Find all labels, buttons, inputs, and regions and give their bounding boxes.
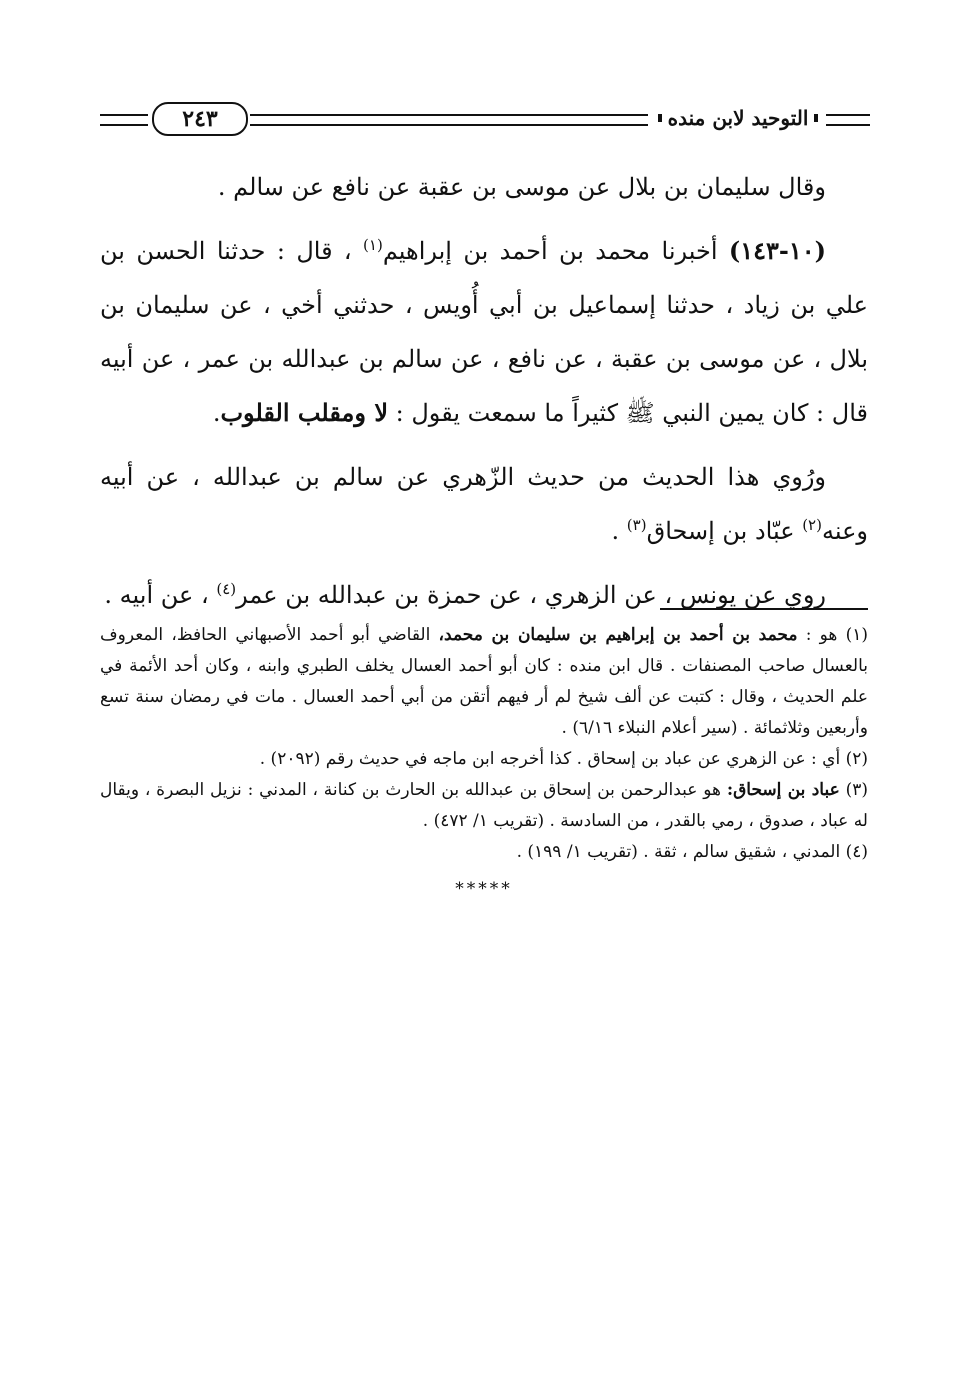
hadith-saying: لا ومقلب القلوب	[220, 398, 389, 427]
header-rule-right	[826, 114, 870, 126]
footnote-ref-2: (٢)	[802, 516, 822, 534]
hadith-number: (١٠-١٤٣)	[728, 236, 826, 265]
footnote-1	[100, 620, 868, 744]
footnote-3-name: عباد بن إسحاق:	[726, 780, 840, 800]
hadith-text-b: ، قال : حدثنا الحسن بن علي بن زياد ، حدثنا إسماعيل بن أبي أُويس ، حدثني أخي ، عن سليمان بن بلال ، عن موسى بن عقبة ، عن نافع ، عن سالم بن عبدالله بن عمر ، عن أبيه قال : كان يمين النبي ﷺ كثيراً ما سمعت يقول :	[100, 237, 868, 427]
running-title-text: التوحيد لابن منده	[667, 106, 809, 130]
footnote-ref-1: (١)	[363, 236, 383, 254]
paragraph-1-text: وقال سليمان بن بلال عن موسى بن عقبة عن نافع عن سالم .	[217, 173, 826, 201]
paragraph-4	[100, 568, 868, 622]
main-text	[100, 160, 868, 632]
footnote-3	[100, 775, 868, 837]
hadith-end: .	[212, 399, 221, 427]
footnotes	[100, 620, 868, 905]
page-header	[100, 100, 870, 136]
footnote-1-name: محمد بن أحمد بن إبراهيم بن سليمان بن محمد،	[438, 625, 798, 645]
end-stars: *****	[455, 879, 513, 899]
paragraph-3-text-a: ورُوي هذا الحديث من حديث الزّهري عن سالم بن عبدالله ، عن أبيه وعنه	[100, 463, 868, 545]
paragraph-4-text-b: ، عن أبيه .	[104, 581, 217, 609]
hadith-paragraph	[100, 224, 868, 440]
page-number: ٢٤٣	[152, 102, 248, 136]
footnote-separator	[660, 608, 868, 610]
footnote-2: (٢) أي : عن الزهري عن عباد بن إسحاق . كذا أخرجه ابن ماجه في حديث رقم (٢٠٩٢) .	[259, 749, 868, 769]
footnote-3-number: (٣)	[839, 780, 868, 800]
paragraph-3-text-b: عبّاد بن إسحاق	[646, 517, 803, 545]
paragraph-4-text-a: روي عن يونس ، عن الزهري ، عن حمزة بن عبدالله بن عمر	[236, 581, 826, 609]
footnote-1-text-b: القاضي أبو أحمد الأصبهاني الحافظ، المعروف بالعسال صاحب المصنفات . قال ابن منده : كان أبو أحمد العسال يخلف الطبري وابنه ، وكان أحد الأئمة في علم الحديث ، وقال : كتبت عن ألف شيخ لم أر فيهم أتقن من أبي أحمد العسال . مات في رمضان سنة تسع وأربعين وثلاثمائة . (سير أعلام النبلاء ٦/١٦) .	[100, 625, 868, 738]
paragraph-3-end: .	[611, 517, 627, 545]
square-ornament-icon	[814, 114, 818, 122]
paragraph-3	[100, 450, 868, 558]
running-title	[652, 100, 824, 136]
hadith-text-a: أخبرنا محمد بن أحمد بن إبراهيم	[382, 237, 729, 265]
footnote-3-text: هو عبدالرحمن بن إسحاق بن عبدالله بن الحارث بن كنانة ، المدني : نزيل البصرة ، ويقال له عباد ، صدوق ، رمي بالقدر ، من السادسة . (تقريب ١/ ٤٧٢) .	[100, 780, 868, 831]
header-rule-middle	[250, 114, 648, 126]
square-ornament-icon	[658, 114, 662, 122]
footnote-4: (٤) المدني ، شقيق سالم ، ثقة . (تقريب ١/ ١٩٩) .	[516, 842, 868, 862]
header-rule-left	[100, 114, 148, 126]
paragraph-1	[100, 160, 868, 214]
footnote-1-text-a: هو :	[797, 625, 838, 645]
footnote-1-number: (١)	[837, 625, 868, 645]
footnote-ref-4: (٤)	[216, 580, 237, 598]
footnote-ref-3: (٣)	[626, 516, 647, 534]
